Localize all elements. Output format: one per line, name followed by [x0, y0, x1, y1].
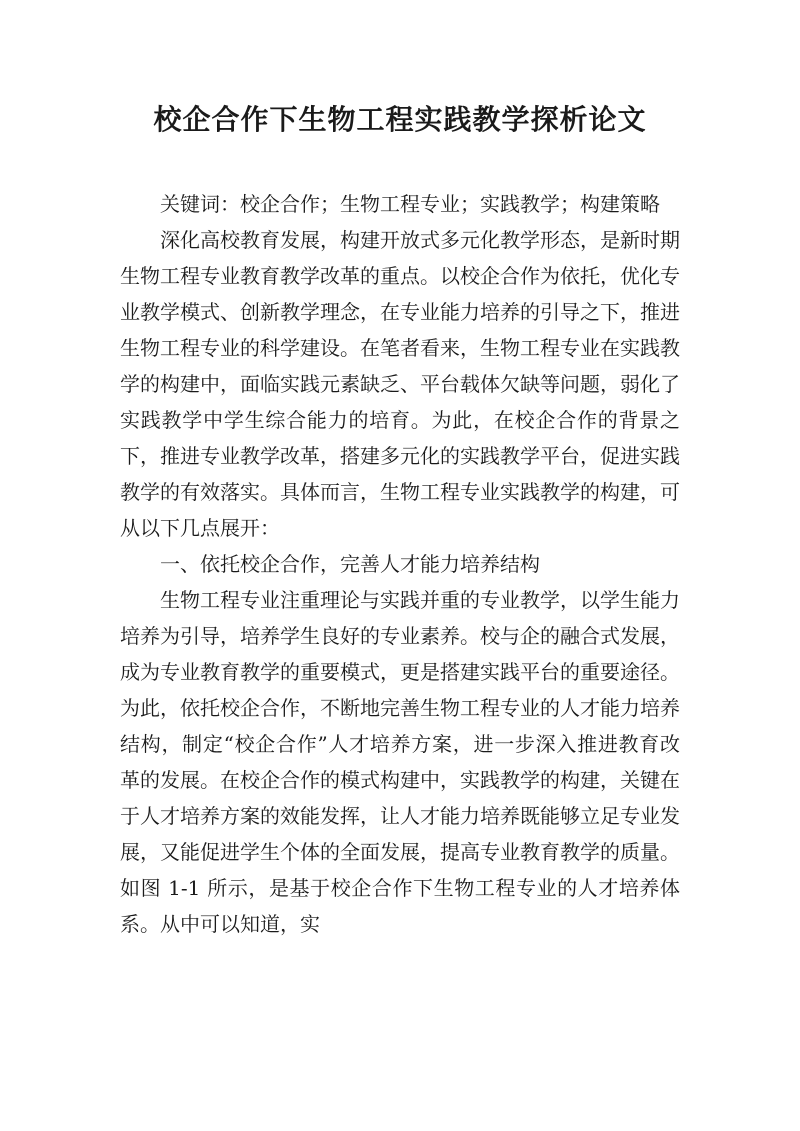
keywords-paragraph: 关键词：校企合作；生物工程专业；实践教学；构建策略 [160, 192, 660, 216]
section-heading-1: 一、依托校企合作，完善人才能力培养结构 [160, 552, 540, 576]
document-title: 校企合作下生物工程实践教学探析论文 [153, 103, 647, 136]
section-1-paragraph: 生物工程专业注重理论与实践并重的专业教学，以学生能力培养为引导，培养学生良好的专业素养。校与企的融合式发展，成为专业教育教学的重要模式，更是搭建实践平台的重要途径。为此，依托校企合作，不断地完善生物工程专业的人才能力培养结构，制定“校企合作”人才培养方案，进一步深入推进教育改革的发展。在校企合作的模式构建中，实践教学的构建，关键在于人才培养方案的效能发挥，让人才能力培养既能够立足专业发展，又能促进学生个体的全面发展，提高专业教育教学的质量。如图 1-1 所示，是基于校企合作下生物工程专业的人才培养体系。从中可以知道，实 [120, 588, 680, 936]
document-body [120, 186, 680, 942]
intro-paragraph: 深化高校教育发展，构建开放式多元化教学形态，是新时期生物工程专业教育教学改革的重点。以校企合作为依托，优化专业教学模式、创新教学理念，在专业能力培养的引导之下，推进生物工程专业的科学建设。在笔者看来，生物工程专业在实践教学的构建中，面临实践元素缺乏、平台载体欠缺等问题，弱化了实践教学中学生综合能力的培育。为此，在校企合作的背景之下，推进专业教学改革，搭建多元化的实践教学平台，促进实践教学的有效落实。具体而言，生物工程专业实践教学的构建，可从以下几点展开： [120, 228, 680, 540]
